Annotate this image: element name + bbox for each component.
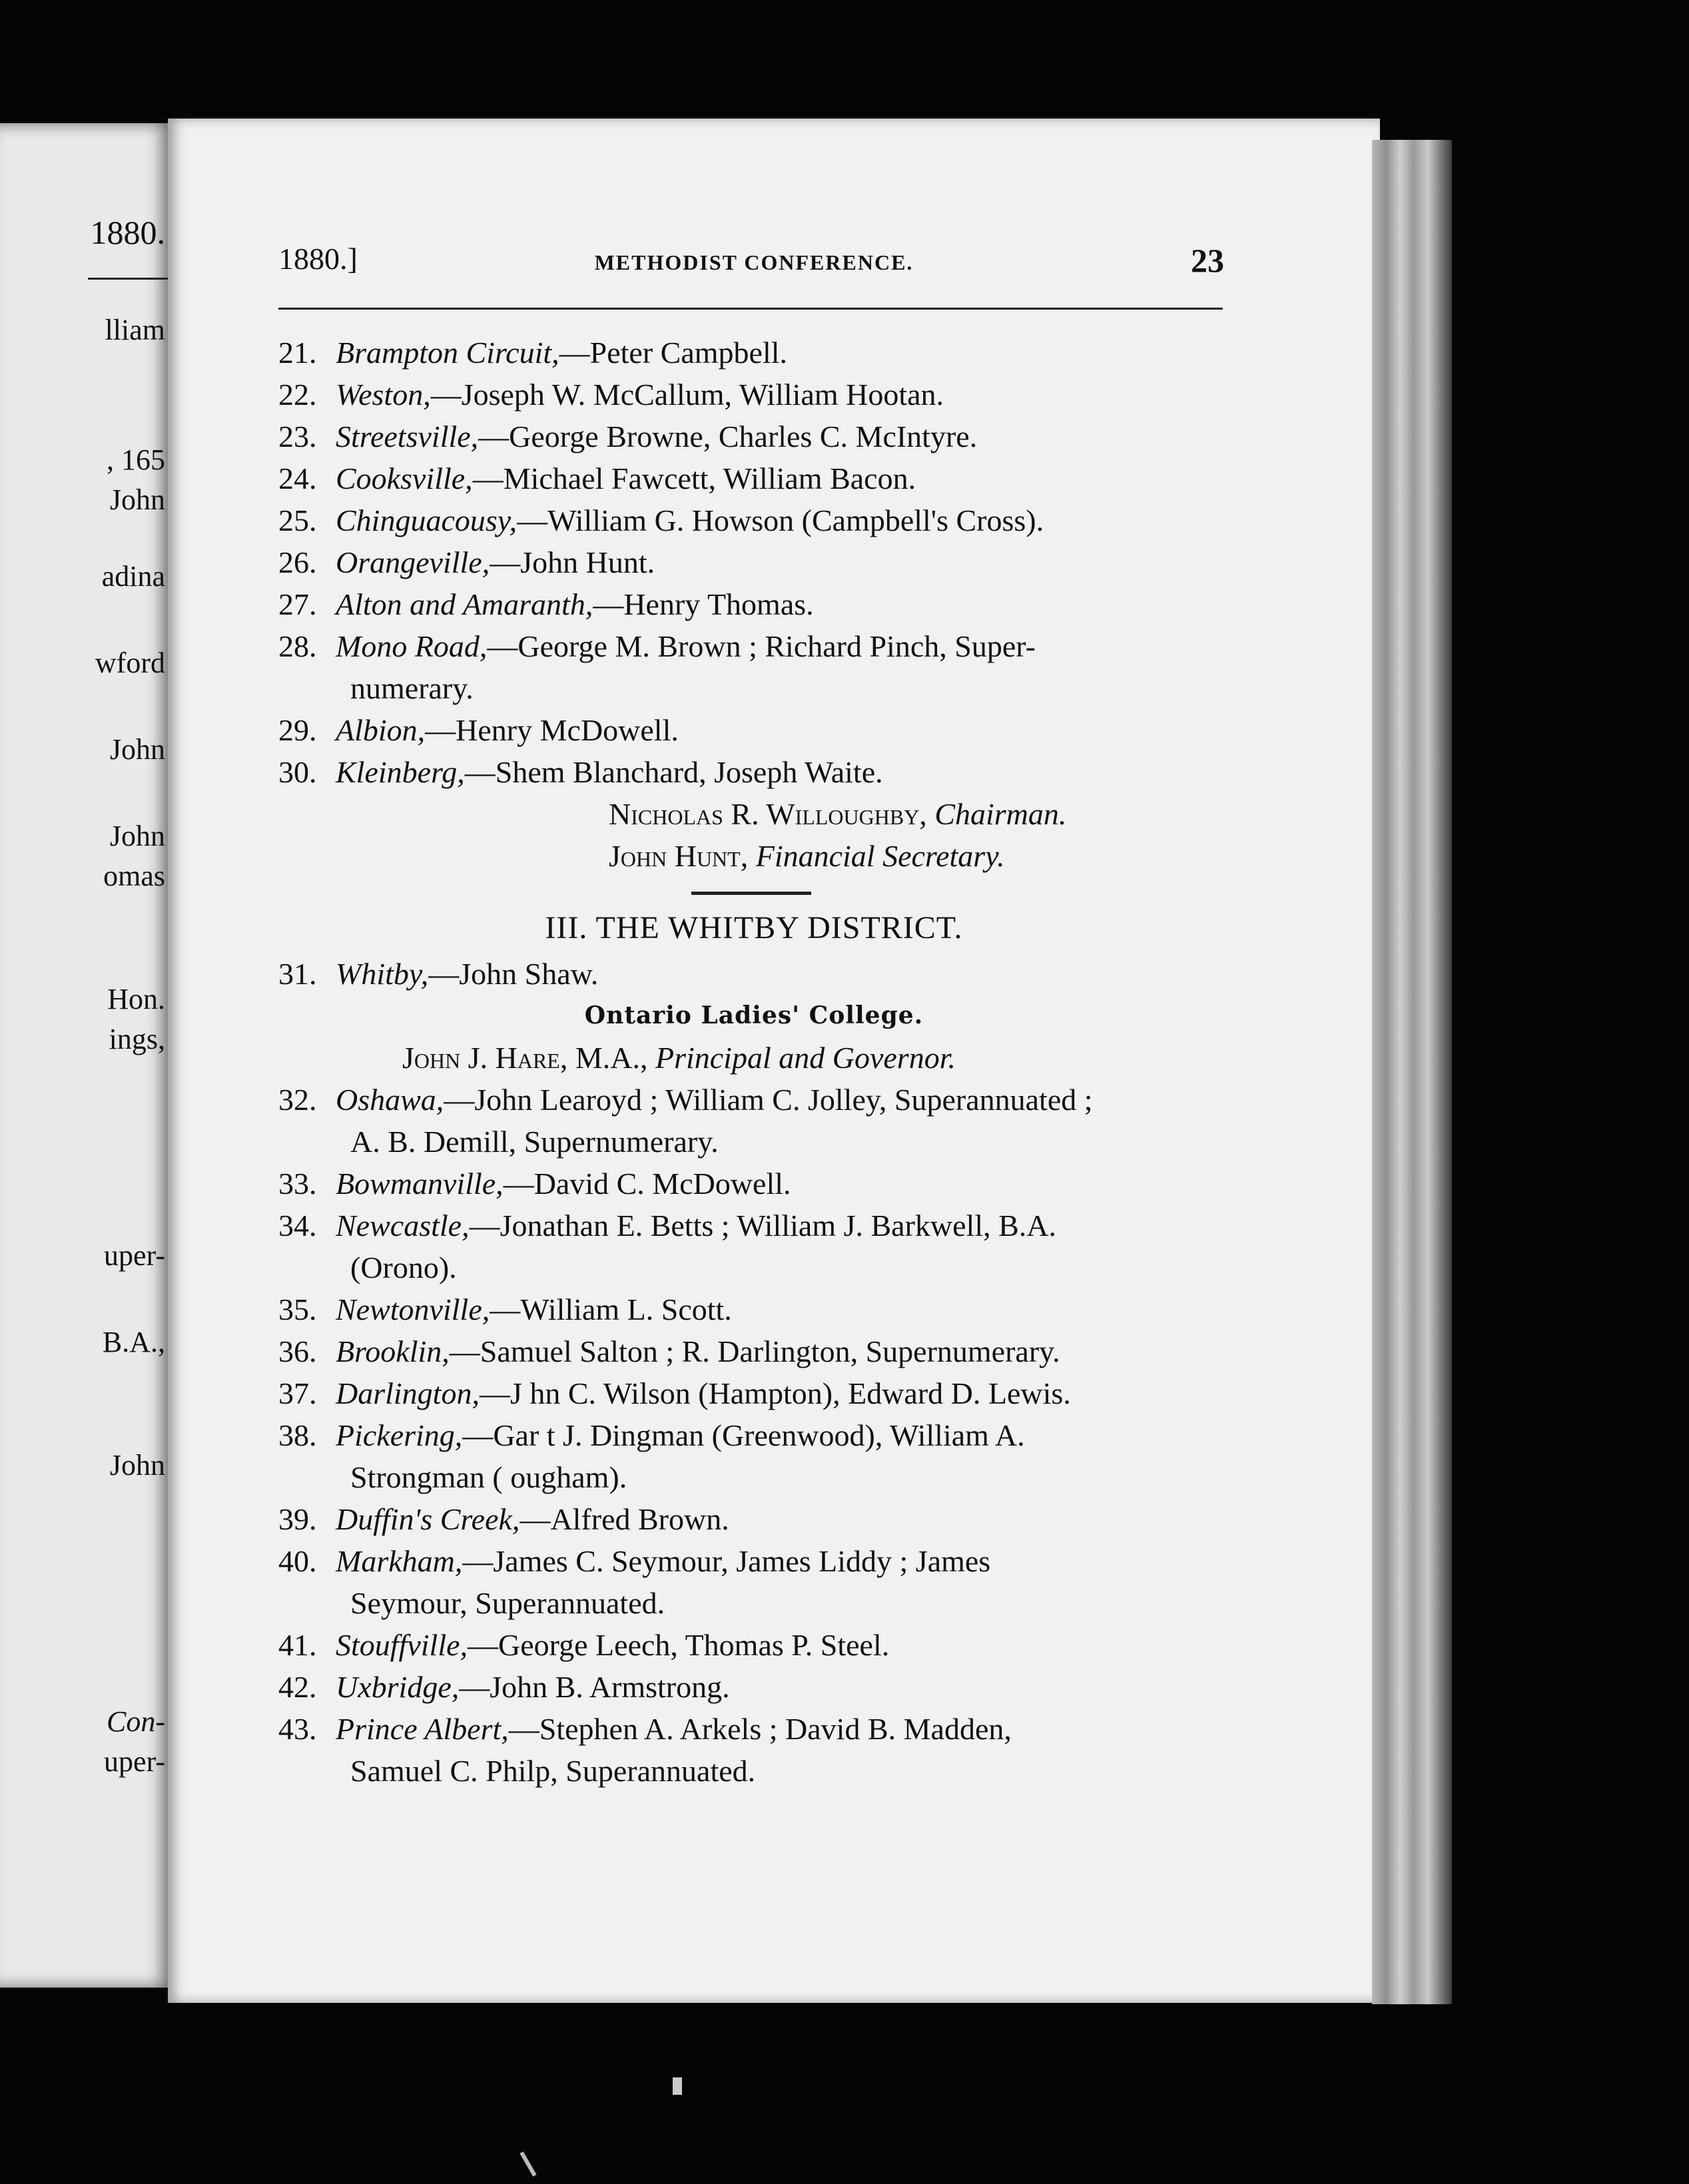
entry-text: —George Browne, Charles C. McIntyre. <box>478 419 978 453</box>
circuit-entry <box>278 1414 1229 1498</box>
entry-text: —William G. Howson (Campbell's Cross). <box>517 503 1044 537</box>
principal-degree: M.A., <box>567 1041 655 1075</box>
entry-place: Weston, <box>336 378 431 411</box>
entry-place: Stouffville, <box>336 1628 468 1662</box>
circuit-entry <box>278 1163 1229 1205</box>
entry-text: —Shem Blanchard, Joseph Waite. <box>464 755 883 789</box>
header-year: 1880.] <box>278 242 358 276</box>
entry-text: —William L. Scott. <box>490 1292 732 1326</box>
entry-continuation: A. B. Demill, Supernumerary. <box>350 1125 719 1159</box>
circuit-entry <box>278 625 1229 709</box>
circuit-entry <box>278 953 1229 995</box>
left-page-fragment: Con- <box>107 1705 165 1738</box>
left-page-fragment: adina <box>101 560 165 593</box>
entry-place: Whitby, <box>336 957 429 991</box>
entry-number: 21. <box>278 336 317 370</box>
entry-text: —George M. Brown ; Richard Pinch, Super- <box>487 629 1036 663</box>
circuit-entry <box>278 583 1229 625</box>
page-number: 23 <box>1191 242 1224 279</box>
entry-number: 32. <box>278 1083 317 1117</box>
entry-place: Chinguacousy, <box>336 503 517 537</box>
left-page-fragment: uper- <box>104 1745 165 1778</box>
entry-place: Brooklin, <box>336 1334 450 1368</box>
circuit-entry <box>278 1708 1229 1792</box>
entry-text: —George Leech, Thomas P. Steel. <box>468 1628 890 1662</box>
left-page-fragment: B.A., <box>102 1326 165 1358</box>
entry-number: 34. <box>278 1209 317 1242</box>
entry-number: 38. <box>278 1418 317 1452</box>
left-page-fragment: ings, <box>109 1023 165 1055</box>
left-page-fragment: Hon. <box>107 983 165 1015</box>
circuit-entry <box>278 1079 1229 1163</box>
signature-secretary <box>278 835 1229 877</box>
circuit-entry <box>278 709 1229 751</box>
entry-place: Duffin's Creek, <box>336 1502 520 1536</box>
signature-role: Financial Secretary. <box>755 839 1005 873</box>
entry-continuation: (Orono). <box>350 1250 457 1284</box>
entry-continuation: Samuel C. Philp, Superannuated. <box>350 1754 756 1788</box>
entry-continuation: Seymour, Superannuated. <box>350 1586 665 1620</box>
entry-number: 43. <box>278 1712 317 1746</box>
entry-place: Orangeville, <box>336 545 490 579</box>
entry-text: —Stephen A. Arkels ; David B. Madden, <box>508 1712 1012 1746</box>
entry-number: 39. <box>278 1502 317 1536</box>
college-heading: Ontario Ladies' College. <box>584 1001 924 1029</box>
left-page-fragment: John <box>109 733 165 766</box>
principal-role: Principal and Governor. <box>655 1041 956 1075</box>
entry-number: 26. <box>278 545 317 579</box>
entry-text: —Henry McDowell. <box>425 713 679 747</box>
signature-name: Nicholas R. Willoughby, <box>609 797 927 831</box>
entry-place: Brampton Circuit, <box>336 336 559 370</box>
entry-number: 24. <box>278 461 317 495</box>
page-body <box>278 332 1229 1792</box>
circuit-list-toronto <box>278 332 1229 793</box>
district-heading: III. THE WHITBY DISTRICT. <box>545 910 963 946</box>
entry-number: 23. <box>278 419 317 453</box>
circuit-entry <box>278 751 1229 793</box>
entry-number: 42. <box>278 1670 317 1704</box>
signature-name: John Hunt, <box>609 839 749 873</box>
circuit-entry <box>278 1540 1229 1624</box>
circuit-list-whitby <box>278 1079 1229 1792</box>
entry-text: —John Learoyd ; William C. Jolley, Superannuated ; <box>444 1083 1093 1117</box>
entry-text: —John Hunt. <box>490 545 655 579</box>
entry-text: —Peter Campbell. <box>559 336 788 370</box>
entry-number: 36. <box>278 1334 317 1368</box>
left-page-rule <box>88 278 168 280</box>
entry-place: Newcastle, <box>336 1209 470 1242</box>
entry-number: 29. <box>278 713 317 747</box>
entry-number: 31. <box>278 957 317 991</box>
entry-number: 37. <box>278 1376 317 1410</box>
entry-place: Newtonville, <box>336 1292 490 1326</box>
entry-place: Alton and Amaranth, <box>336 587 593 621</box>
header-rule <box>278 308 1223 310</box>
circuit-entry <box>278 1498 1229 1540</box>
entry-text: —Samuel Salton ; R. Darlington, Supernumerary. <box>449 1334 1060 1368</box>
entry-text: —James C. Seymour, James Liddy ; James <box>462 1544 991 1578</box>
left-facing-page <box>0 123 174 1988</box>
entry-place: Mono Road, <box>336 629 488 663</box>
paper-speck <box>673 2077 682 2095</box>
circuit-entry <box>278 332 1229 374</box>
entry-place: Albion, <box>336 713 426 747</box>
circuit-entry <box>278 1330 1229 1372</box>
circuit-entry <box>278 457 1229 499</box>
entry-place: Uxbridge, <box>336 1670 460 1704</box>
entry-continuation: Strongman ( ougham). <box>350 1460 627 1494</box>
section-divider <box>691 892 811 895</box>
signature-role: Chairman. <box>934 797 1067 831</box>
entry-place: Cooksville, <box>336 461 473 495</box>
entry-text: —Alfred Brown. <box>519 1502 729 1536</box>
entry-place: Pickering, <box>336 1418 463 1452</box>
entry-place: Streetsville, <box>336 419 479 453</box>
principal-name: John J. Hare, <box>402 1041 568 1075</box>
circuit-entry <box>278 1624 1229 1666</box>
left-page-fragment: 1880. <box>90 214 165 251</box>
entry-number: 33. <box>278 1167 317 1201</box>
entry-text: —Henry Thomas. <box>593 587 814 621</box>
circuit-entry <box>278 415 1229 457</box>
entry-text: —Jonathan E. Betts ; William J. Barkwell, B.A. <box>469 1209 1057 1242</box>
circuit-entry <box>278 374 1229 415</box>
entry-text: —Joseph W. McCallum, William Hootan. <box>430 378 944 411</box>
entry-text: —David C. McDowell. <box>503 1167 791 1201</box>
left-page-fragment: , 165 <box>107 443 165 476</box>
entry-text: —John B. Armstrong. <box>459 1670 730 1704</box>
college-principal <box>278 1037 1229 1079</box>
circuit-entry <box>278 499 1229 541</box>
running-header <box>278 241 1229 288</box>
left-page-fragment: John <box>109 820 165 852</box>
circuit-entry <box>278 1372 1229 1414</box>
left-page-fragment: lliam <box>105 314 165 346</box>
circuit-entry <box>278 1205 1229 1288</box>
entry-number: 28. <box>278 629 317 663</box>
left-page-fragment: John <box>109 483 165 516</box>
circuit-entry <box>278 541 1229 583</box>
signature-chairman <box>278 793 1229 835</box>
entry-number: 30. <box>278 755 317 789</box>
entry-number: 22. <box>278 378 317 411</box>
entry-place: Markham, <box>336 1544 463 1578</box>
entry-number: 25. <box>278 503 317 537</box>
entry-place: Bowmanville, <box>336 1167 504 1201</box>
entry-place: Kleinberg, <box>336 755 465 789</box>
entry-text: —Gar t J. Dingman (Greenwood), William A. <box>462 1418 1025 1452</box>
entry-text: —Michael Fawcett, William Bacon. <box>472 461 916 495</box>
entry-place: Prince Albert, <box>336 1712 509 1746</box>
left-page-fragment: wford <box>95 647 165 679</box>
circuit-entry <box>278 1666 1229 1708</box>
entry-number: 41. <box>278 1628 317 1662</box>
entry-number: 40. <box>278 1544 317 1578</box>
left-page-fragment: uper- <box>104 1239 165 1272</box>
entry-continuation: numerary. <box>350 671 474 705</box>
entry-place: Darlington, <box>336 1376 480 1410</box>
entry-text: —John Shaw. <box>428 957 599 991</box>
entry-number: 35. <box>278 1292 317 1326</box>
paper-speck <box>519 2151 536 2177</box>
header-title: METHODIST CONFERENCE. <box>594 250 914 274</box>
circuit-entry <box>278 1288 1229 1330</box>
left-page-fragment: John <box>109 1449 165 1482</box>
left-page-fragment: omas <box>103 860 165 892</box>
entry-number: 27. <box>278 587 317 621</box>
page-edge-stack <box>1372 140 1452 2004</box>
entry-text: —J hn C. Wilson (Hampton), Edward D. Lewis. <box>479 1376 1071 1410</box>
entry-place: Oshawa, <box>336 1083 444 1117</box>
